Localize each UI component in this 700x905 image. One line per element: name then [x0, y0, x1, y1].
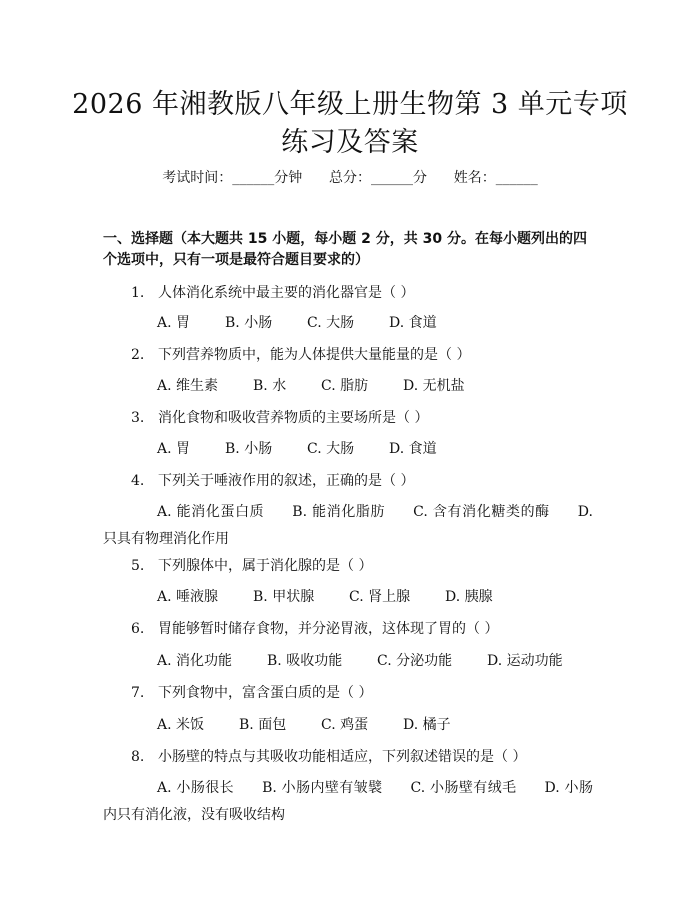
question-number: 2.	[131, 347, 145, 363]
option-b: B. 面包	[239, 717, 287, 733]
question-5	[131, 556, 372, 576]
option-d: D. 小肠内只有消化液，没有吸收结构	[103, 780, 593, 823]
section-heading: 一、选择题（本大题共 15 小题，每小题 2 分，共 30 分。在每小题列出的四个选项中，只有一项是最符合题目要求的）	[103, 231, 587, 268]
question-7-options	[157, 715, 451, 735]
question-2	[131, 345, 470, 365]
question-7	[131, 683, 372, 703]
question-number: 6.	[131, 621, 145, 637]
option-a: A. 能消化蛋白质	[157, 504, 265, 520]
question-stem: 下列营养物质中，能为人体提供大量能量的是（ ）	[158, 347, 471, 363]
option-c: C. 分泌功能	[377, 653, 453, 669]
option-a: A. 小肠很长	[157, 780, 235, 796]
question-stem: 人体消化系统中最主要的消化器官是（ ）	[158, 285, 415, 301]
question-number: 5.	[131, 558, 145, 574]
question-2-options	[157, 376, 465, 396]
exam-info-line: 考试时间：______分钟 总分：______分 姓名：______	[162, 170, 538, 186]
question-number: 3.	[131, 410, 145, 426]
option-b: B. 小肠	[225, 315, 273, 331]
question-number: 7.	[131, 685, 145, 701]
option-c: C. 含有消化糖类的酶	[413, 504, 550, 520]
question-8-options	[103, 775, 593, 829]
question-number: 1.	[131, 285, 145, 301]
question-stem: 胃能够暂时储存食物，并分泌胃液，这体现了胃的（ ）	[158, 621, 499, 637]
option-d: D. 胰腺	[445, 589, 493, 605]
option-d: D. 运动功能	[487, 653, 563, 669]
option-c: C. 大肠	[307, 441, 355, 457]
option-d: D. 无机盐	[403, 378, 465, 394]
option-a: A. 米饭	[157, 717, 205, 733]
option-b: B. 水	[253, 378, 287, 394]
option-a: A. 唾液腺	[157, 589, 219, 605]
title-line-1: 2026 年湘教版八年级上册生物第 3 单元专项	[72, 89, 628, 120]
question-number: 4.	[131, 473, 145, 489]
option-b: B. 甲状腺	[253, 589, 315, 605]
question-1-options	[157, 313, 437, 333]
question-stem: 小肠壁的特点与其吸收功能相适应，下列叙述错误的是（ ）	[158, 749, 527, 765]
question-number: 8.	[131, 749, 145, 765]
option-b: B. 能消化脂肪	[292, 504, 386, 520]
option-b: B. 小肠	[225, 441, 273, 457]
question-3	[131, 408, 428, 428]
question-3-options	[157, 439, 437, 459]
question-5-options	[157, 587, 493, 607]
option-d: D. 只具有物理消化作用	[103, 504, 593, 547]
question-1	[131, 283, 414, 303]
option-a: A. 胃	[157, 315, 191, 331]
option-a: A. 胃	[157, 441, 191, 457]
document-title	[0, 86, 700, 162]
question-8	[131, 747, 526, 767]
option-d: D. 食道	[389, 315, 437, 331]
question-stem: 下列食物中，富含蛋白质的是（ ）	[158, 685, 373, 701]
option-c: C. 肾上腺	[349, 589, 411, 605]
option-c: C. 小肠壁有绒毛	[410, 780, 517, 796]
question-4	[131, 471, 414, 491]
title-line-2: 练习及答案	[281, 127, 419, 158]
option-c: C. 大肠	[307, 315, 355, 331]
option-c: C. 鸡蛋	[321, 717, 369, 733]
question-4-options	[103, 499, 593, 553]
option-b: B. 小肠内壁有皱襞	[262, 780, 383, 796]
question-stem: 下列关于唾液作用的叙述，正确的是（ ）	[158, 473, 415, 489]
question-stem: 下列腺体中，属于消化腺的是（ ）	[158, 558, 373, 574]
option-b: B. 吸收功能	[267, 653, 343, 669]
option-c: C. 脂肪	[321, 378, 369, 394]
question-6	[131, 619, 498, 639]
option-a: A. 维生素	[157, 378, 219, 394]
option-a: A. 消化功能	[157, 653, 233, 669]
option-d: D. 橘子	[403, 717, 451, 733]
question-6-options	[157, 651, 563, 671]
question-stem: 消化食物和吸收营养物质的主要场所是（ ）	[158, 410, 429, 426]
option-d: D. 食道	[389, 441, 437, 457]
